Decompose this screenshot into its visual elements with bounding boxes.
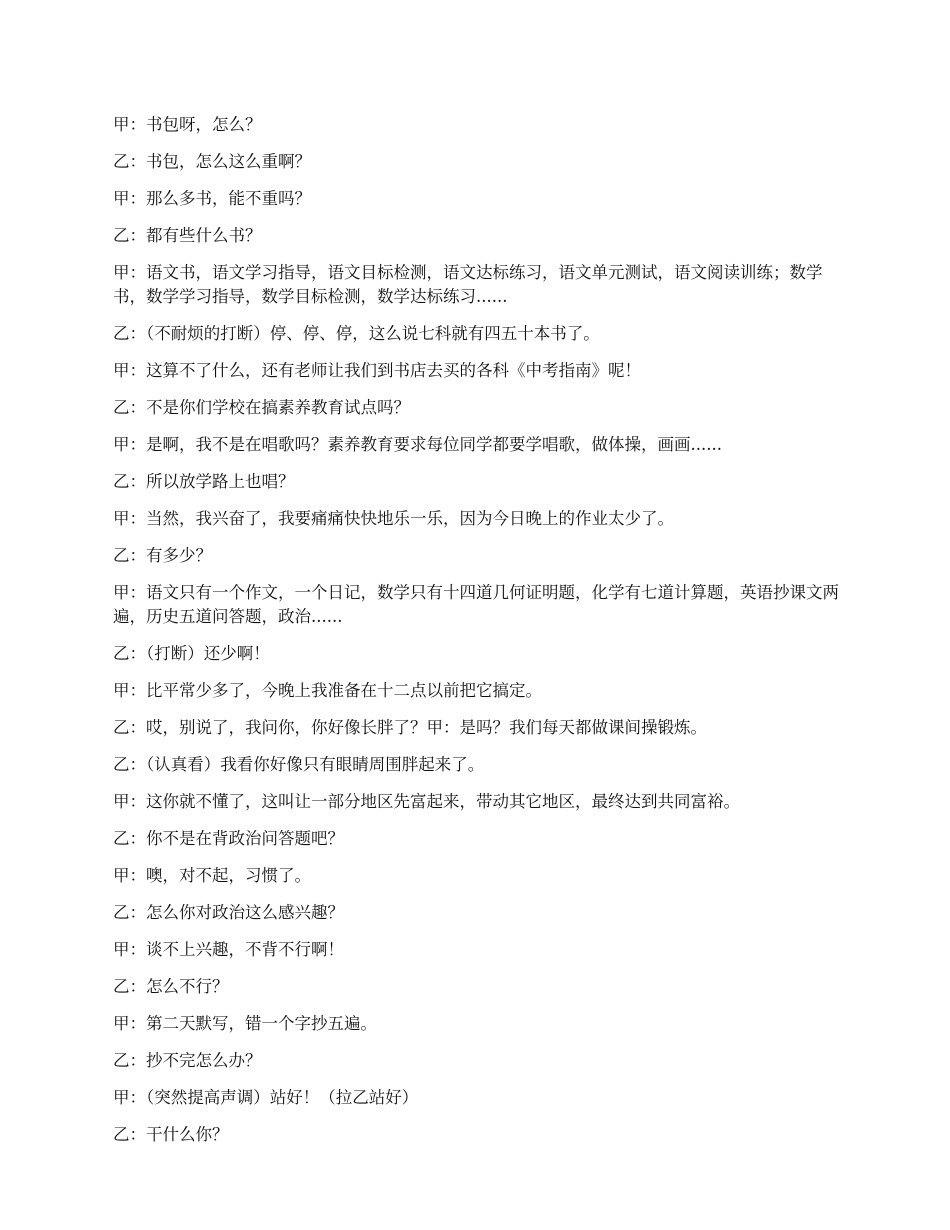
dialogue-line: 乙：书包，怎么这么重啊？: [113, 152, 311, 171]
dialogue-line: 乙：所以放学路上也唱？: [113, 472, 295, 491]
dialogue-line: 乙：都有些什么书？: [113, 226, 262, 245]
dialogue-line: 乙：不是你们学校在搞素养教育试点吗？: [113, 398, 410, 417]
dialogue-line: 乙：哎，别说了，我问你，你好像长胖了？甲：是吗？我们每天都做课间操锻炼。: [113, 718, 707, 737]
dialogue-line: 甲：语文只有一个作文，一个日记，数学只有十四道几何证明题，化学有七道计算题，英语抄课文两遍，历史五道问答题，政治......: [113, 583, 839, 626]
dialogue-line: 甲：这你就不懂了，这叫让一部分地区先富起来，带动其它地区，最终达到共同富裕。: [113, 792, 740, 811]
dialogue-line: 乙：（认真看）我看你好像只有眼睛周围胖起来了。: [113, 755, 485, 774]
dialogue-line: 乙：（不耐烦的打断）停、停、停，这么说七科就有四五十本书了。: [113, 324, 600, 343]
dialogue-line: 乙：有多少？: [113, 546, 212, 565]
dialogue-line: 乙：干什么你？: [113, 1125, 229, 1144]
dialogue-line: 甲：比平常少多了，今晚上我准备在十二点以前把它搞定。: [113, 681, 542, 700]
dialogue-line: 甲：那么多书，能不重吗？: [113, 189, 311, 208]
dialogue-body: [113, 113, 843, 1160]
dialogue-line: 甲：书包呀，怎么？: [113, 115, 262, 134]
dialogue-line: 甲：语文书，语文学习指导，语文目标检测，语文达标练习，语文单元测试，语文阅读训练；数学书，数学学习指导，数学目标检测，数学达标练习......: [113, 263, 823, 306]
dialogue-line: 乙：怎么不行？: [113, 977, 229, 996]
dialogue-line: 甲：当然，我兴奋了，我要痛痛快快地乐一乐，因为今日晚上的作业太少了。: [113, 509, 674, 528]
dialogue-line: 甲：是啊，我不是在唱歌吗？素养教育要求每位同学都要学唱歌，做体操，画画......: [113, 435, 722, 454]
dialogue-line: 乙：抄不完怎么办？: [113, 1051, 262, 1070]
dialogue-line: 甲：谈不上兴趣，不背不行啊！: [113, 940, 344, 959]
dialogue-line: 乙：怎么你对政治这么感兴趣？: [113, 903, 344, 922]
dialogue-line: 甲：（突然提高声调）站好！（拉乙站好）: [113, 1088, 419, 1107]
dialogue-line: 甲：噢，对不起，习惯了。: [113, 866, 311, 885]
dialogue-line: 甲：第二天默写，错一个字抄五遍。: [113, 1014, 377, 1033]
dialogue-line: 乙：你不是在背政治问答题吧？: [113, 829, 344, 848]
dialogue-line: 乙：（打断）还少啊！: [113, 644, 270, 663]
dialogue-line: 甲：这算不了什么，还有老师让我们到书店去买的各科《中考指南》呢！: [113, 361, 641, 380]
